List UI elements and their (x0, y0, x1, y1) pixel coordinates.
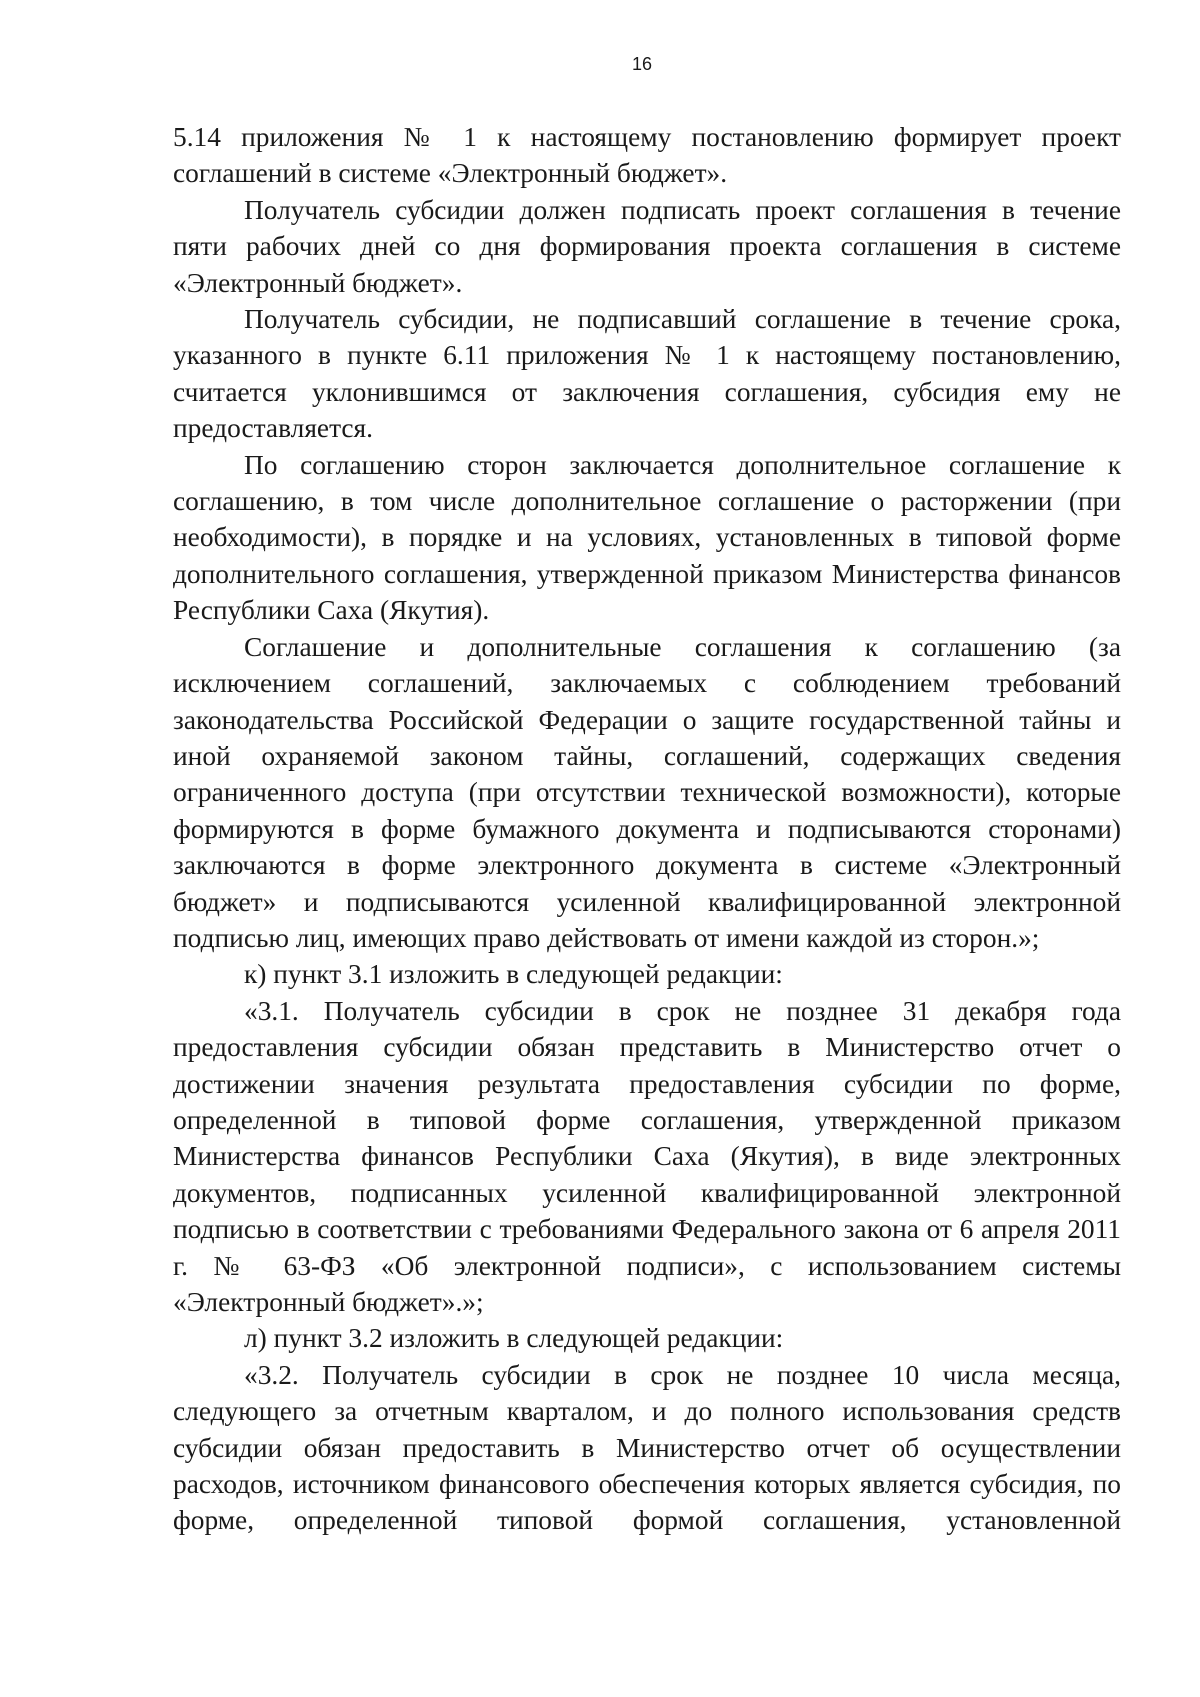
paragraph-1: 5.14 приложения № 1 к настоящему постановлению формирует проект соглашений в системе «Электронный бюджет». (173, 122, 1121, 189)
document-body (173, 119, 1121, 1539)
paragraph-7: «3.1. Получатель субсидии в срок не позднее 31 декабря года предоставления субсидии обязан представить в Министерство отчет о достижении значения результата предоставления субсидии по форме, определенной в типовой форме соглашения, утвержденной приказом Министерства финансов Республики Саха (Якутия), в виде электронных документов, подписанных усиленной квалифицированной электронной подписью в соответствии с требованиями Федерального закона от 6 апреля 2011 г. № 63-ФЗ «Об электронной подписи», с использованием системы «Электронный бюджет».»; (173, 995, 1121, 1317)
paragraph-3: Получатель субсидии, не подписавший соглашение в течение срока, указанного в пункте 6.11 приложения № 1 к настоящему постановлению, считается уклонившимся от заключения соглашения, субсидия ему не предоставляется. (173, 304, 1121, 444)
paragraph-9: «3.2. Получатель субсидии в срок не позднее 10 числа месяца, следующего за отчетным кварталом, и до полного использования средств субсидии обязан предоставить в Министерство отчет об осуществлении расходов, источником финансового обеспечения которых является субсидия, по форме, определенной типовой формой соглашения, установленной (173, 1359, 1121, 1536)
paragraph-8: л) пункт 3.2 изложить в следующей редакции: (244, 1323, 784, 1354)
paragraph-5: Соглашение и дополнительные соглашения к соглашению (за исключением соглашений, заключаемых с соблюдением требований законодательства Российской Федерации о защите государственной тайны и иной охраняемой законом тайны, соглашений, содержащих сведения ограниченного доступа (при отсутствии технической возможности), которые формируются в форме бумажного документа и подписываются сторонами) заключаются в форме электронного документа в системе «Электронный бюджет» и подписываются усиленной квалифицированной электронной подписью лиц, имеющих право действовать от имени каждой из сторон.»; (173, 631, 1121, 953)
paragraph-6: к) пункт 3.1 изложить в следующей редакции: (244, 959, 783, 990)
paragraph-2: Получатель субсидии должен подписать проект соглашения в течение пяти рабочих дней со дня формирования проекта соглашения в системе «Электронный бюджет». (173, 194, 1121, 298)
paragraph-4: По соглашению сторон заключается дополнительное соглашение к соглашению, в том числе дополнительное соглашение о расторжении (при необходимости), в порядке и на условиях, установленных в типовой форме дополнительного соглашения, утвержденной приказом Министерства финансов Республики Саха (Якутия). (173, 449, 1121, 626)
page-number: 16 (631, 54, 653, 74)
